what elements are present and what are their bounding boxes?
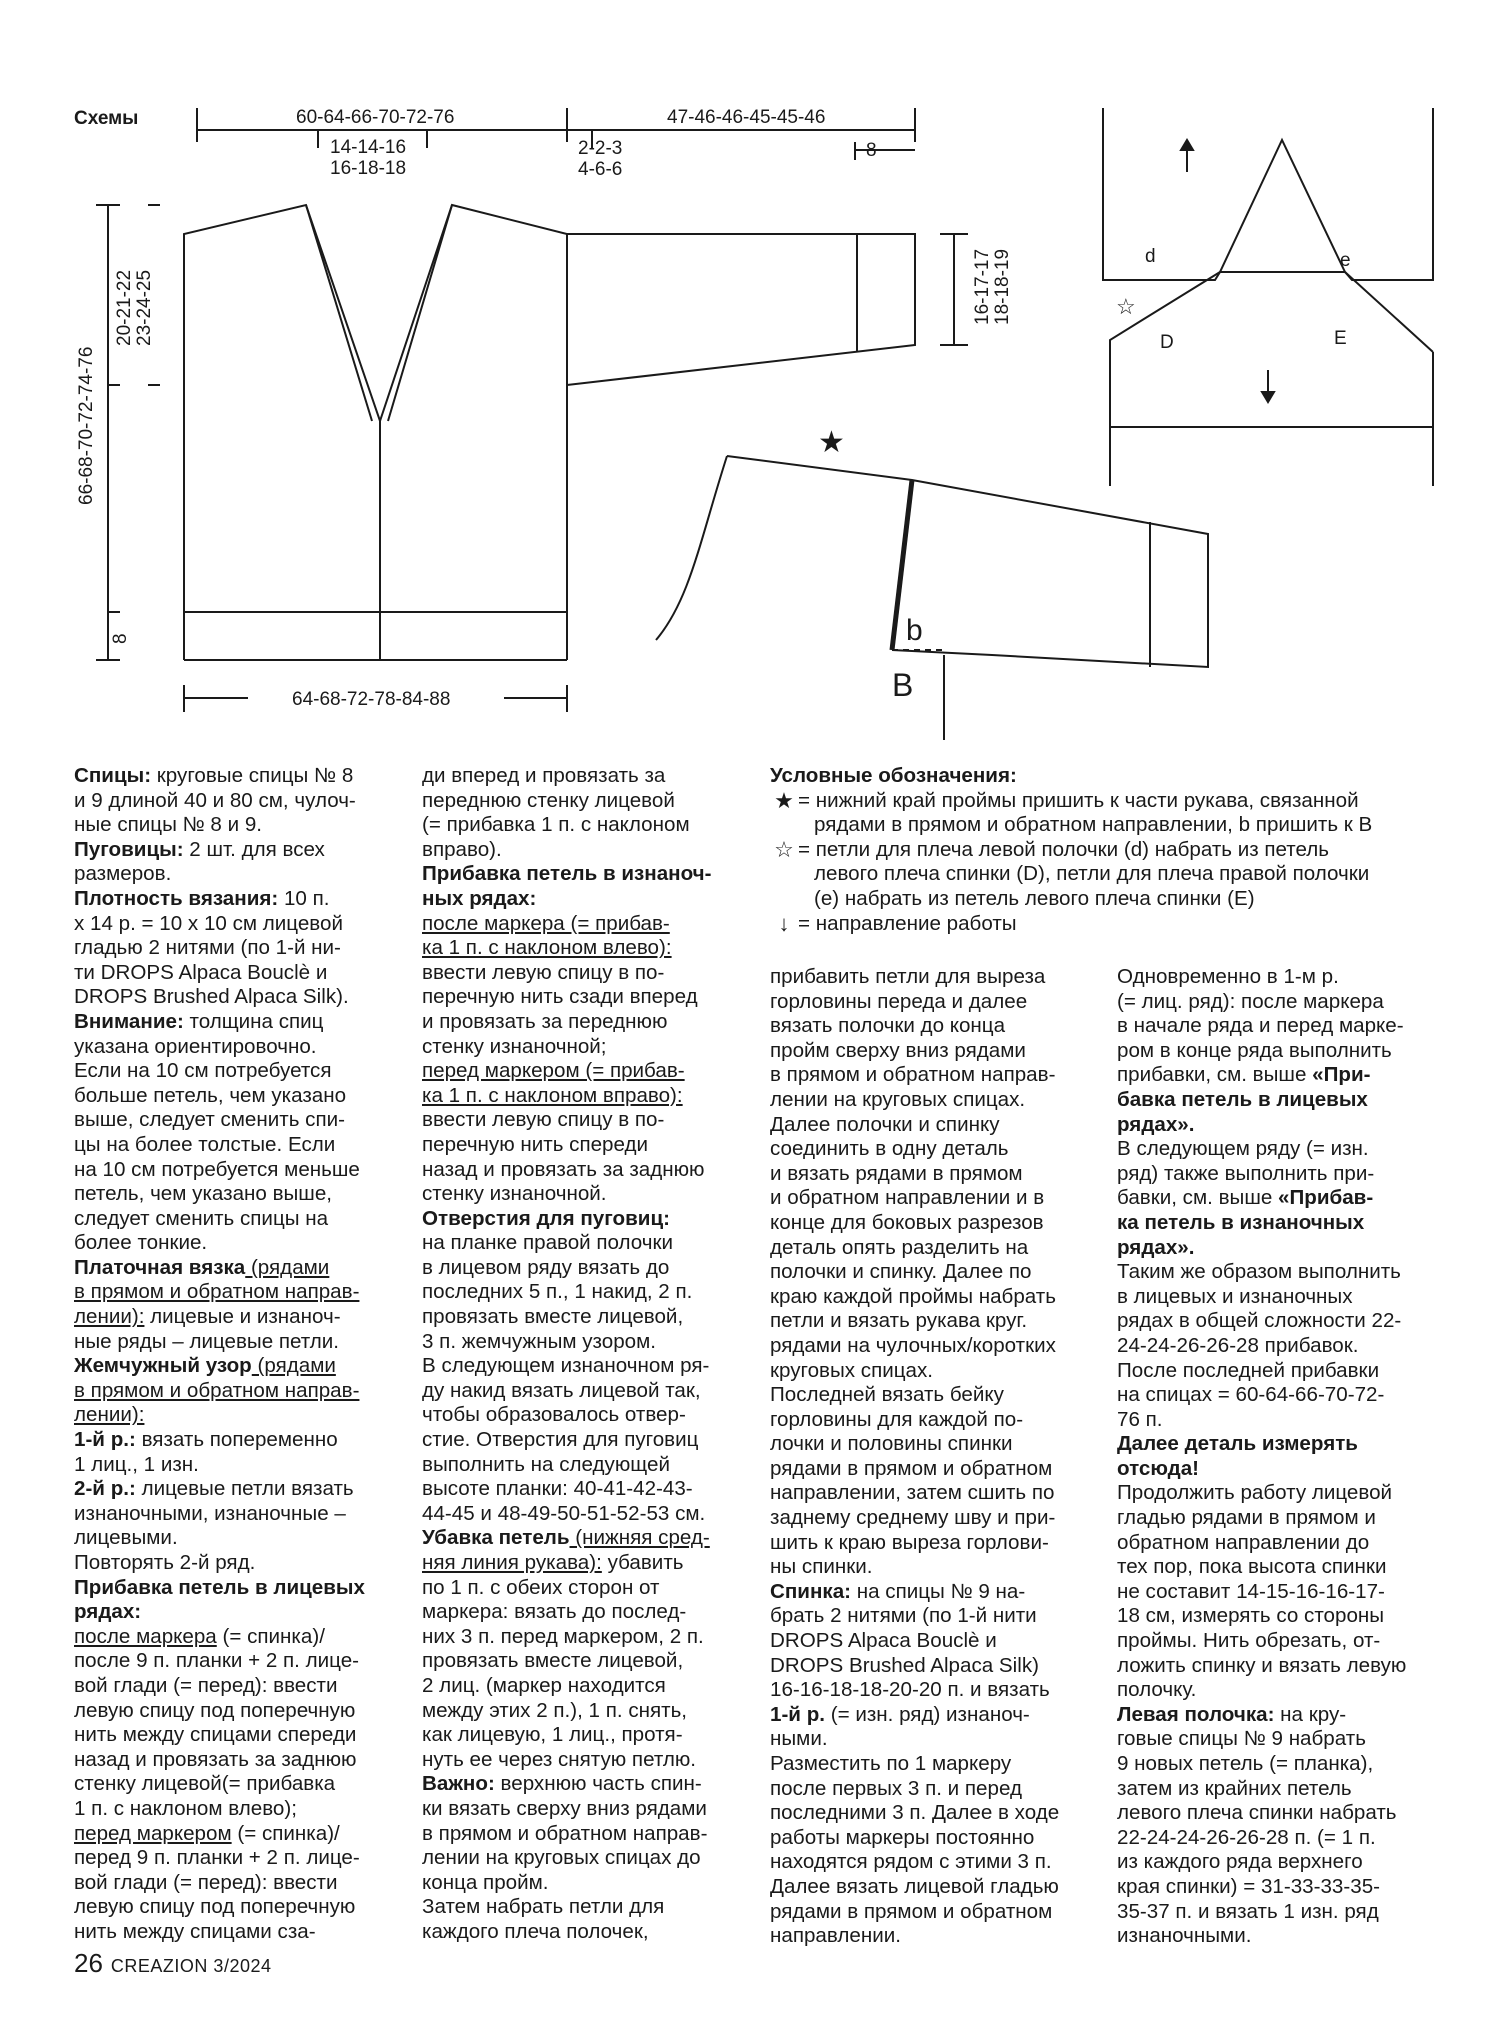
text-line: 10 п. — [278, 886, 330, 910]
text-line: 44-45 и 48-49-50-51-52-53 см. — [422, 1501, 706, 1525]
text-line: края спинки) = 31-33-33-35- — [1117, 1874, 1381, 1898]
text-line: стенку изнаночной; — [422, 1034, 607, 1058]
text-line: 1 п. с наклоном влево); — [74, 1796, 297, 1820]
text-line: на планке правой полочки — [422, 1231, 674, 1255]
text-line: DROPS Brushed Alpaca Silk). — [74, 985, 349, 1009]
dim-shoulder-2: 4-6-6 — [578, 159, 623, 180]
text-line: назад и провязать за заднюю — [422, 1157, 705, 1181]
text-line: рядами в прямом и обратном направлении, b пришить к B — [814, 813, 1373, 837]
text-line: (= изн. ряд) изнаноч- — [825, 1702, 1030, 1726]
text-line: в лицевом ряду вязать до — [422, 1255, 670, 1279]
legend-row — [770, 912, 1430, 937]
text-line: прибавки, см. выше — [1117, 1063, 1313, 1087]
needles-heading: Спицы: — [74, 764, 152, 787]
filled-star-icon: ★ — [818, 426, 845, 459]
text-line: отсюда! — [1117, 1456, 1200, 1480]
text-line: проймы. Нить обрезать, от- — [1117, 1629, 1381, 1653]
diagram-title: Схемы — [74, 108, 139, 129]
text-line: направлении. — [770, 1924, 901, 1948]
filled-star-icon: ★ — [774, 787, 794, 813]
text-line: следует сменить спицы на — [74, 1206, 329, 1230]
text-line: 18 см, измерять со стороны — [1117, 1604, 1385, 1628]
text-line: ром в конце ряда выполнить — [1117, 1038, 1392, 1062]
text-line: вязать попеременно — [135, 1428, 338, 1452]
text-line: 2 лиц. (маркер находится — [422, 1673, 666, 1697]
text-line: тех пор, пока высота спинки — [1117, 1555, 1387, 1579]
text-line: Последней вязать бейку — [770, 1383, 1004, 1407]
text-line: стие. Отверстия для пуговиц — [422, 1428, 699, 1452]
text-line: на 10 см потребуется меньше — [74, 1157, 360, 1181]
text-line: 1 лиц., 1 изн. — [74, 1452, 199, 1476]
text-line: затем из крайних петель — [1117, 1776, 1352, 1800]
text-line: Если на 10 см потребуется — [74, 1059, 332, 1083]
text-line: рядами в прямом и обратном — [770, 1899, 1053, 1923]
dim-cuff-length: 8 — [866, 140, 877, 161]
text-line: (рядами — [245, 1255, 330, 1279]
label-D: D — [1160, 332, 1174, 353]
text-line: перечную нить сзади вперед — [422, 985, 698, 1009]
text-line: (нижняя сред- — [569, 1526, 710, 1550]
text-line: в лицевых и изнаночных — [1117, 1284, 1353, 1308]
seed-stitch-heading: Жемчужный узор — [74, 1354, 252, 1378]
text-line: конца пройм. — [422, 1870, 549, 1894]
text-line: рядами в прямом и обратном — [770, 1456, 1053, 1480]
text-line: ка петель в изнаночных — [1117, 1210, 1365, 1234]
text-column-1 — [74, 764, 394, 1945]
text-line: перед маркером (= прибав- — [422, 1059, 685, 1083]
text-line: лении на круговых спицах до — [422, 1846, 701, 1870]
text-line: изнаночными, изнаночные – — [74, 1501, 346, 1525]
label-d: d — [1145, 246, 1156, 267]
text-line: конце для боковых разрезов — [770, 1210, 1044, 1234]
text-line: вязать полочки до конца — [770, 1014, 1006, 1038]
text-line: Повторять 2-й ряд. — [74, 1551, 256, 1574]
text-line: ными. — [770, 1727, 828, 1751]
text-line: 16-16-18-18-20-20 п. и вязать — [770, 1678, 1050, 1702]
text-line: шить к краю выреза горлови- — [770, 1530, 1049, 1554]
text-line: круговые спицы № 8 — [151, 764, 354, 787]
text-line: на спицах = 60-64-66-70-72- — [1117, 1383, 1385, 1407]
text-line: (рядами — [251, 1354, 336, 1378]
text-line: находятся рядом с этими 3 п. — [770, 1850, 1052, 1874]
dim-total-length: 66-68-70-72-74-76 — [76, 346, 97, 505]
text-line: DROPS Brushed Alpaca Silk) — [770, 1653, 1039, 1677]
text-line: работы маркеры постоянно — [770, 1825, 1035, 1849]
text-line: рядах в общей сложности 22- — [1117, 1309, 1402, 1333]
text-line: 76 п. — [1117, 1407, 1163, 1431]
text-line: рядах: — [74, 1600, 142, 1624]
text-line: гладью 2 нитями (по 1-й ни- — [74, 936, 341, 960]
label-b-big: B — [892, 667, 914, 703]
back-heading: Спинка: — [770, 1579, 852, 1603]
text-line: левую спицу под поперечную — [74, 1698, 356, 1722]
text-line: деталь опять разделить на — [770, 1235, 1029, 1259]
dim-band: 8 — [110, 633, 131, 644]
text-line: «Прибав- — [1278, 1186, 1374, 1210]
label-e: e — [1340, 250, 1351, 271]
text-line: после первых 3 п. и перед — [770, 1776, 1022, 1800]
text-line: соединить в одну деталь — [770, 1137, 1009, 1161]
text-line: лицевые петли вязать — [135, 1477, 354, 1501]
text-line: краю каждой проймы набрать — [770, 1284, 1056, 1308]
text-line: Далее полочки и спинку — [770, 1112, 1000, 1136]
text-line: в прямом и обратном направ- — [770, 1063, 1056, 1087]
text-line: лочки и половины спинки — [770, 1432, 1013, 1456]
text-column-2 — [422, 764, 742, 1945]
text-line: 2 шт. для всех — [183, 837, 325, 861]
text-line: (= лиц. ряд): после маркера — [1117, 989, 1384, 1013]
text-line: заднему среднему шву и при- — [770, 1506, 1056, 1530]
text-line: нить между спицами сза- — [74, 1919, 316, 1943]
text-line: назад и провязать за заднюю — [74, 1747, 357, 1771]
text-line: няя линия рукава): — [422, 1551, 602, 1574]
magazine-issue: CREAZION 3/2024 — [110, 1956, 272, 1976]
text-line: нуть ее через снятую петлю. — [422, 1747, 697, 1771]
text-line: как лицевую, 1 лиц., протя- — [422, 1723, 683, 1747]
text-line: чтобы образовалось отвер- — [422, 1403, 686, 1427]
text-line: высоте планки: 40-41-42-43- — [422, 1477, 693, 1501]
text-line: после маркера — [74, 1624, 217, 1648]
schematic-diagram — [0, 0, 1500, 740]
text-line: нить между спицами спереди — [74, 1723, 357, 1747]
text-line: них 3 п. перед маркером, 2 п. — [422, 1624, 704, 1648]
decrease-heading: Убавка петель — [422, 1526, 570, 1550]
gauge-heading: Плотность вязания: — [74, 886, 279, 910]
text-line: маркера: вязать до послед- — [422, 1600, 687, 1624]
text-line: вправо). — [422, 837, 502, 861]
dim-neck-2: 16-18-18 — [330, 158, 407, 179]
text-line: «При- — [1312, 1063, 1371, 1087]
text-line: больше петель, чем указано — [74, 1083, 347, 1107]
text-line: = петли для плеча левой полочки (d) набрать из петель — [798, 837, 1330, 861]
text-line: верхнюю часть спин- — [494, 1772, 702, 1796]
row-1-label: 1-й р.: — [74, 1428, 136, 1452]
text-line: провязать вместе лицевой, — [422, 1649, 684, 1673]
outline-star-icon: ☆ — [1116, 294, 1136, 319]
text-line: ти DROPS Alpaca Bouclè и — [74, 960, 328, 984]
row-1-label: 1-й р. — [770, 1702, 825, 1726]
page-footer — [74, 1948, 271, 1979]
text-line: В следующем ряду (= изн. — [1117, 1137, 1369, 1161]
text-line: провязать вместе лицевой, — [422, 1305, 684, 1329]
text-line: гладью рядами в прямом и — [1117, 1506, 1376, 1530]
buttonholes-heading: Отверстия для пуговиц: — [422, 1206, 670, 1230]
text-line: лицевые и изнаноч- — [144, 1305, 341, 1329]
text-line: 24-24-26-26-28 прибавок. — [1117, 1333, 1359, 1357]
text-line: прибавить петли для выреза — [770, 965, 1046, 988]
text-line: на спицы № 9 на- — [851, 1579, 1026, 1603]
dim-sleeve-width-2: 18-18-19 — [992, 248, 1013, 325]
text-line: обратном направлении до — [1117, 1530, 1370, 1554]
label-b-small: b — [906, 614, 923, 647]
text-line: 9 новых петель (= планка), — [1117, 1752, 1374, 1775]
legend-row — [770, 789, 1430, 814]
text-column-3 — [770, 965, 1090, 1949]
text-line: не составит 14-15-16-16-17- — [1117, 1579, 1385, 1603]
text-line: левого плеча спинки набрать — [1117, 1801, 1397, 1825]
text-line: и провязать за переднюю — [422, 1009, 668, 1033]
text-line: Одновременно в 1-м р. — [1117, 965, 1339, 988]
text-line: изнаночными. — [1117, 1924, 1252, 1948]
text-line: стенку изнаночной. — [422, 1182, 607, 1206]
text-line: убавить — [601, 1551, 684, 1574]
text-line: и обратном направлении и в — [770, 1186, 1045, 1210]
text-line: После последней прибавки — [1117, 1358, 1380, 1382]
garter-heading: Платочная вязка — [74, 1255, 246, 1279]
text-line: ки вязать сверху вниз рядами — [422, 1796, 707, 1820]
text-line: ных рядах: — [422, 886, 537, 910]
text-line: ди вперед и провязать за — [422, 764, 666, 787]
text-line: x 14 р. = 10 x 10 см лицевой — [74, 911, 343, 935]
text-line: последних 5 п., 1 накид, 2 п. — [422, 1280, 693, 1304]
text-line: последними 3 п. Далее в ходе — [770, 1801, 1060, 1825]
text-line: говые спицы № 9 набрать — [1117, 1727, 1366, 1751]
text-line: = нижний край проймы пришить к части рукава, связанной — [798, 788, 1359, 812]
dim-armhole-1: 20-21-22 — [114, 269, 135, 346]
increase-rs-heading: Прибавка петель в лицевых — [74, 1575, 365, 1599]
text-line: в прямом и обратном направ- — [422, 1821, 708, 1845]
text-line: Далее вязать лицевой гладью — [770, 1874, 1059, 1898]
legend — [770, 764, 1430, 936]
text-line: по 1 п. с обеих сторон от — [422, 1575, 660, 1599]
text-line: В следующем изнаночном ря- — [422, 1354, 710, 1378]
text-line: ные спицы № 8 и 9. — [74, 813, 263, 837]
text-line: в прямом и обратном направ- — [74, 1280, 360, 1304]
text-line: 35-37 п. и вязать 1 изн. ряд — [1117, 1899, 1379, 1923]
text-line: перечную нить спереди — [422, 1132, 649, 1156]
legend-row — [770, 838, 1430, 863]
text-line: ду накид вязать лицевой так, — [422, 1378, 701, 1402]
text-line: бавка петель в лицевых — [1117, 1087, 1368, 1111]
increase-ws-heading: Прибавка петель в изнаноч- — [422, 862, 712, 886]
text-line: между этих 2 п.), 1 п. снять, — [422, 1698, 688, 1722]
attention-heading: Внимание: — [74, 1009, 184, 1033]
text-line: в прямом и обратном направ- — [74, 1378, 360, 1402]
text-line: после 9 п. планки + 2 п. лице- — [74, 1649, 360, 1673]
text-line: лицевыми. — [74, 1526, 178, 1550]
text-line: направлении, затем сшить по — [770, 1481, 1055, 1505]
text-line: в начале ряда и перед марке- — [1117, 1014, 1404, 1038]
text-line: вой глади (= перед): ввести — [74, 1870, 338, 1894]
text-line: на кру- — [1274, 1702, 1347, 1726]
down-arrow-icon: ↓ — [778, 910, 790, 936]
dim-neck-1: 14-14-16 — [330, 137, 407, 158]
legend-title: Условные обозначения: — [770, 764, 1017, 787]
text-line: ны спинки. — [770, 1555, 873, 1579]
text-line: петли и вязать рукава круг. — [770, 1309, 1028, 1333]
text-line: горловины для каждой по- — [770, 1407, 1024, 1431]
text-line: левого плеча спинки (D), петли для плеча правой полочки — [814, 862, 1370, 886]
text-line: указана ориентировочно. — [74, 1034, 317, 1058]
text-line: ные ряды – лицевые петли. — [74, 1329, 340, 1353]
text-line: ввести левую спицу в по- — [422, 1108, 665, 1132]
dim-top-body: 60-64-66-70-72-76 — [296, 107, 455, 128]
text-line: лении): — [74, 1403, 145, 1427]
text-line: (= спинка)/ — [231, 1821, 340, 1845]
dim-armhole-2: 23-24-25 — [134, 269, 155, 346]
text-line: полочки и спинку. Далее по — [770, 1260, 1032, 1284]
text-line: (e) набрать из петель левого плеча спинки (E) — [814, 886, 1255, 910]
text-line: цы на более толстые. Если — [74, 1132, 336, 1156]
text-line: выше, следует сменить спи- — [74, 1108, 345, 1132]
text-line: бавки, см. выше — [1117, 1186, 1279, 1210]
important-heading: Важно: — [422, 1772, 495, 1796]
text-line: пройм сверху вниз рядами — [770, 1038, 1026, 1062]
text-line: размеров. — [74, 862, 172, 886]
text-line: перед маркером — [74, 1821, 232, 1845]
text-line: стенку лицевой(= прибавка — [74, 1772, 336, 1796]
text-line: после маркера (= прибав- — [422, 911, 670, 935]
text-line: Таким же образом выполнить — [1117, 1260, 1401, 1284]
text-line: рядах». — [1117, 1112, 1195, 1136]
text-line: DROPS Alpaca Bouclè и — [770, 1629, 997, 1653]
text-line: рядах». — [1117, 1235, 1195, 1259]
text-line: каждого плеча полочек, — [422, 1919, 649, 1943]
text-line: ка 1 п. с наклоном влево): — [422, 936, 672, 960]
buttons-heading: Пуговицы: — [74, 837, 184, 861]
text-line: толщина спиц — [183, 1009, 324, 1033]
text-line: Продолжить работу лицевой — [1117, 1481, 1393, 1505]
left-front-heading: Левая полочка: — [1117, 1702, 1275, 1726]
text-line: рядами на чулочных/коротких — [770, 1333, 1056, 1357]
text-line: Затем набрать петли для — [422, 1895, 665, 1919]
text-line: (= спинка)/ — [216, 1624, 325, 1648]
text-line: из каждого ряда верхнего — [1117, 1850, 1363, 1874]
dim-sleeve-width-1: 16-17-17 — [972, 248, 993, 325]
text-line: (= прибавка 1 п. с наклоном — [422, 813, 690, 837]
dim-shoulder-1: 2-2-3 — [578, 138, 623, 159]
text-line: ка 1 п. с наклоном вправо): — [422, 1083, 683, 1107]
text-column-4 — [1117, 965, 1437, 1949]
text-line: перед 9 п. планки + 2 п. лице- — [74, 1846, 360, 1870]
text-line: 3 п. жемчужным узором. — [422, 1329, 656, 1353]
text-line: ряд) также выполнить при- — [1117, 1161, 1375, 1185]
text-line: 22-24-24-26-26-28 п. (= 1 п. — [1117, 1825, 1376, 1849]
dim-top-sleeve: 47-46-46-45-45-46 — [667, 107, 826, 128]
text-line: горловины переда и далее — [770, 989, 1028, 1013]
outline-star-icon: ☆ — [774, 836, 794, 862]
text-line: выполнить на следующей — [422, 1452, 670, 1476]
text-line: круговых спицах. — [770, 1358, 934, 1382]
text-line: переднюю стенку лицевой — [422, 788, 675, 812]
text-line: ложить спинку и вязать левую — [1117, 1653, 1407, 1677]
text-line: вой глади (= перед): ввести — [74, 1673, 338, 1697]
dim-bottom: 64-68-72-78-84-88 — [292, 689, 451, 710]
text-line: и вязать рядами в прямом — [770, 1161, 1023, 1185]
text-line: лении): — [74, 1305, 145, 1329]
text-line: более тонкие. — [74, 1231, 208, 1255]
text-line: = направление работы — [798, 911, 1017, 935]
text-line: лении на круговых спицах. — [770, 1087, 1026, 1111]
text-line: брать 2 нитями (по 1-й нити — [770, 1604, 1037, 1628]
text-line: Разместить по 1 маркеру — [770, 1752, 1012, 1775]
text-line: левую спицу под поперечную — [74, 1895, 356, 1919]
text-line: ввести левую спицу в по- — [422, 960, 665, 984]
text-line: и 9 длиной 40 и 80 см, чулоч- — [74, 788, 356, 812]
row-2-label: 2-й р.: — [74, 1477, 136, 1501]
text-line: полочку. — [1117, 1678, 1197, 1702]
measure-heading: Далее деталь измерять — [1117, 1432, 1358, 1456]
label-E: E — [1334, 328, 1347, 349]
page-number: 26 — [74, 1948, 103, 1978]
text-line: петель, чем указано выше, — [74, 1182, 333, 1206]
